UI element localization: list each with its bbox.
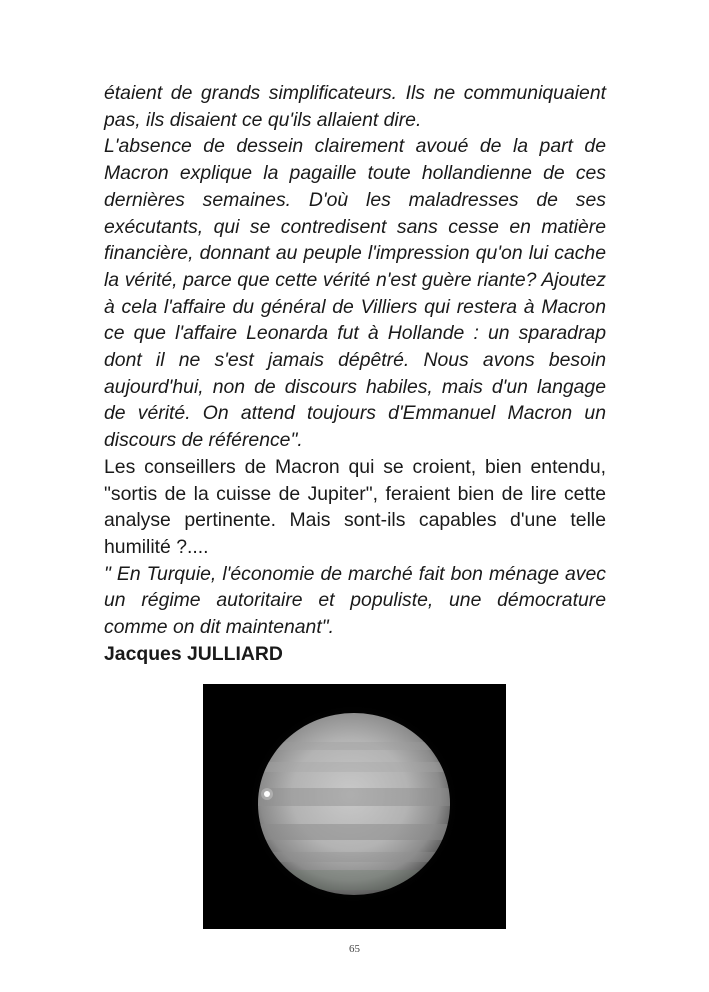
- paragraph-commentary: Les conseillers de Macron qui se croient, bien entendu, "sortis de la cuisse de Jupiter", feraient bien de lire cette analyse pertinente. Mais sont-ils capables d'une telle humilité ?....: [104, 455, 606, 558]
- paragraph-quote-end: étaient de grands simplificateurs. Ils ne communiquaient pas, ils disaient ce qu'ils allaient dire.: [104, 82, 606, 131]
- author-name: Jacques JULLIARD: [104, 642, 283, 665]
- jupiter-illustration: [203, 684, 506, 929]
- paragraph-quote-turquie: " En Turquie, l'économie de marché fait bon ménage avec un régime autoritaire et populiste, une démocrature comme on dit maintenant".: [104, 562, 606, 639]
- article-text: [104, 80, 606, 667]
- jupiter-photo: [203, 684, 506, 929]
- paragraph-quote-macron: L'absence de dessein clairement avoué de la part de Macron explique la pagaille toute hollandienne de ces dernières semaines. D'où les maladresses de ses exécutants, qui se contredisent sans cesse en matière financière, donnant au peuple l'impression qu'on lui cache la vérité, parce que cette vérité n'est guère riante? Ajoutez à cela l'affaire du général de Villiers qui restera à Macron ce que l'affaire Leonarda fut à Hollande : un sparadrap dont il ne s'est jamais dépêtré. Nous avons besoin aujourd'hui, non de discours habiles, mais d'un langage de vérité. On attend toujours d'Emmanuel Macron un discours de référence".: [104, 135, 606, 452]
- page-number: 65: [349, 943, 360, 955]
